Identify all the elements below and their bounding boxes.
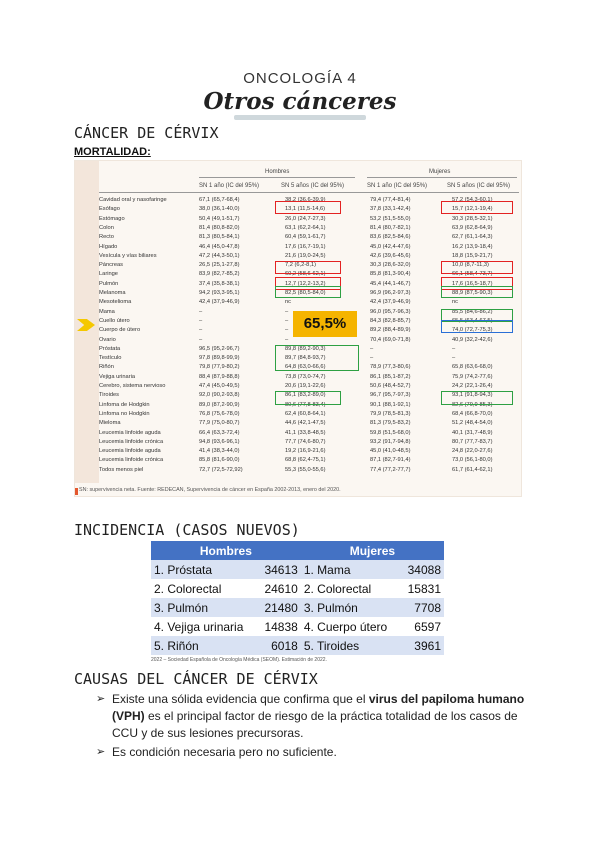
cell-women-1y: 79,9 (78,5-81,3) xyxy=(370,410,411,417)
cell-site: Cuello útero xyxy=(99,317,130,324)
cell-women-1y: 50,6 (48,4-52,7) xyxy=(370,383,411,389)
incidence-men-count: 14838 xyxy=(257,617,301,636)
highlight-box-pancreas-women xyxy=(441,261,513,274)
cell-men-5y: 41,1 (33,8-48,5) xyxy=(285,429,326,436)
cell-site: Pulmón xyxy=(99,280,119,287)
cell-site: Cerebro, sistema nervioso xyxy=(99,383,166,389)
list-item xyxy=(96,691,536,742)
cell-men-1y: 77,9 (75,0-80,7) xyxy=(199,420,240,427)
cell-women-1y: 89,2 (88,4-89,9) xyxy=(370,327,411,334)
cell-women-1y: 53,2 (51,5-55,0) xyxy=(370,215,411,222)
cell-men-5y: 86,1 (83,2-89,0) xyxy=(285,392,326,399)
cell-women-5y: 40,1 (31,7-48,9) xyxy=(452,429,493,436)
survival-callout: 65,5% xyxy=(293,311,357,337)
cell-women-1y: 86,1 (85,1-87,2) xyxy=(370,373,411,380)
cell-men-1y: 94,8 (93,6-96,1) xyxy=(199,438,240,445)
cell-women-5y: 30,3 (28,5-32,1) xyxy=(452,215,493,222)
cell-women-1y: 70,4 (69,0-71,8) xyxy=(370,336,411,343)
table-row xyxy=(151,598,444,617)
cell-site: Esófago xyxy=(99,206,120,213)
cell-site: Vesícula y vías biliares xyxy=(99,252,157,259)
cell-women-1y: 45,0 (42,4-47,6) xyxy=(370,243,411,250)
title-highlight xyxy=(234,115,366,120)
cell-women-1y: 78,9 (77,3-80,6) xyxy=(370,364,411,371)
cell-women-1y: 79,4 (77,4-81,4) xyxy=(370,197,411,203)
cell-men-1y: 72,7 (72,5-72,92) xyxy=(199,466,243,473)
cell-women-1y: 45,0 (41,0-48,5) xyxy=(370,448,411,455)
cell-site: Leucemia linfoide aguda xyxy=(99,429,161,436)
highlight-box-pancreas-men xyxy=(275,261,341,274)
cell-men-1y: – xyxy=(199,327,203,334)
cause-text-1b: es el principal factor de riesgo de la práctica totalidad de los casos de CCU y de sus lesiones precursoras. xyxy=(112,709,518,740)
cell-men-5y: 44,6 (42,1-47,5) xyxy=(285,420,326,427)
highlight-box-melanoma-men xyxy=(275,286,341,298)
cell-men-5y: 60,2 (58,6-62,1) xyxy=(285,271,326,278)
cell-men-1y: 67,1 (65,7-68,4) xyxy=(199,197,240,203)
cell-site: Cuerpo de útero xyxy=(99,327,141,334)
cell-women-1y: 42,6 (39,6-45,6) xyxy=(370,252,411,259)
cell-site: Leucemia linfoide crónica xyxy=(99,457,164,464)
cell-men-1y: 38,0 (36,1-40,0) xyxy=(199,206,240,213)
cell-women-5y: 85,5 (84,6-86,2) xyxy=(452,308,493,315)
cell-women-5y: 93,1 (91,8-94,3) xyxy=(452,392,493,399)
cell-men-5y: 55,3 (55,0-55,6) xyxy=(285,466,326,473)
cell-site: Todos menos piel xyxy=(99,466,144,473)
cell-men-1y: 79,8 (77,9-80,2) xyxy=(199,364,240,371)
cell-men-1y: 26,5 (25,1-27,8) xyxy=(199,262,240,269)
cell-men-1y: 81,4 (80,8-82,0) xyxy=(199,224,240,231)
incidence-table xyxy=(151,541,444,655)
cell-women-5y: 88,9 (87,5-90,3) xyxy=(452,290,493,296)
cell-women-5y: 40,9 (32,2-42,6) xyxy=(452,336,493,343)
cell-men-5y: 63,1 (62,2-64,1) xyxy=(285,224,326,231)
cell-men-5y: 38,2 (36,6-39,9) xyxy=(285,197,326,203)
table-row xyxy=(151,560,444,579)
cell-men-5y: 12,7 (12,2-13,2) xyxy=(285,280,326,287)
cell-men-5y: 68,8 (62,4-75,1) xyxy=(285,457,326,464)
causes-list xyxy=(96,691,536,763)
header-rule-men xyxy=(199,177,355,178)
cell-men-1y: 76,8 (75,6-78,0) xyxy=(199,410,240,417)
cell-men-5y: 19,2 (16,9-21,6) xyxy=(285,448,326,455)
cell-women-5y: – xyxy=(452,355,456,362)
cell-women-5y: 61,7 (61,4-62,1) xyxy=(452,466,493,473)
cell-women-1y: 42,4 (37,9-46,9) xyxy=(370,299,411,306)
cell-site: Páncreas xyxy=(99,262,124,269)
group-header-women: Mujeres xyxy=(429,169,451,175)
cell-men-5y: nc xyxy=(285,299,292,306)
cell-men-1y: 41,4 (38,3-44,0) xyxy=(199,448,240,455)
cell-site: Testículo xyxy=(99,355,122,362)
cell-men-5y: 89,7 (84,8-93,7) xyxy=(285,355,326,362)
mortality-table xyxy=(74,160,522,497)
highlight-box-tiroides-women xyxy=(441,391,513,405)
cell-men-5y: 80,6 (77,8-83,4) xyxy=(285,401,326,408)
incidence-table-block xyxy=(151,541,444,663)
cell-site: Hígado xyxy=(99,243,118,250)
cell-site: Próstata xyxy=(99,345,121,352)
header-rule-women xyxy=(367,177,517,178)
incidence-men-count: 6018 xyxy=(257,636,301,655)
table-source-note: SN: supervivencia neta. Fuente: REDECAN, Supervivencia de cáncer en España 2002-2013, enero del 2020. xyxy=(79,487,341,493)
cell-women-5y: 10,0 (8,7-11,3) xyxy=(452,262,489,269)
incidence-rows xyxy=(151,560,444,655)
cell-men-1y: 92,0 (90,2-93,8) xyxy=(199,392,240,399)
cell-men-1y: 47,4 (45,0-49,5) xyxy=(199,383,240,389)
incidence-women-count: 6597 xyxy=(400,617,444,636)
arrow-bullet-icon: ➢ xyxy=(96,693,106,705)
cell-women-1y: 84,3 (82,8-85,7) xyxy=(370,317,411,324)
cell-men-5y: 7,2 (6,2-8,1) xyxy=(285,262,316,269)
highlight-box-prostata-testiculo xyxy=(275,345,359,371)
cell-site: Colon xyxy=(99,224,114,231)
cell-women-1y: 87,1 (82,7-91,4) xyxy=(370,457,411,464)
incidence-men-count: 24610 xyxy=(257,579,301,598)
section-subheading-mortality: MORTALIDAD: xyxy=(74,146,151,158)
cell-women-1y: 96,0 (95,7-96,3) xyxy=(370,308,411,315)
cell-women-1y: 93,2 (91,7-94,8) xyxy=(370,438,411,445)
cell-women-1y: 59,8 (51,5-68,0) xyxy=(370,429,411,436)
cell-women-5y: 66,1 (58,4-73,7) xyxy=(452,271,493,278)
cell-site: Laringe xyxy=(99,271,118,278)
cell-women-5y: 82,6 (79,9-85,3) xyxy=(452,401,493,408)
cell-women-5y: nc xyxy=(452,299,459,306)
cell-men-5y: – xyxy=(285,336,289,343)
cell-men-1y: 89,0 (87,2-90,9) xyxy=(199,401,240,408)
cell-men-1y: – xyxy=(199,336,203,343)
cell-men-5y: 77,7 (74,6-80,7) xyxy=(285,438,326,445)
incidence-women-count: 7708 xyxy=(400,598,444,617)
incidence-col-men: Hombres xyxy=(151,541,301,560)
cell-site: Leucemia linfoide aguda xyxy=(99,448,161,455)
cell-women-5y: 63,9 (62,8-64,9) xyxy=(452,224,493,231)
cell-site: Tiroides xyxy=(99,392,120,399)
cell-women-5y: 68,4 (66,8-70,0) xyxy=(452,410,493,417)
cell-men-1y: – xyxy=(199,317,203,324)
cell-men-1y: 50,4 (49,1-51,7) xyxy=(199,215,240,222)
page-title: Otros cánceres xyxy=(203,88,397,115)
cell-women-5y: 65,8 (63,6-68,0) xyxy=(452,364,493,371)
cell-site: Linfoma no Hodgkin xyxy=(99,410,150,417)
cell-men-1y: 46,4 (45,0-47,8) xyxy=(199,243,240,250)
cell-men-5y: 13,1 (11,5-14,6) xyxy=(285,206,326,213)
cell-men-1y: 96,5 (95,2-96,7) xyxy=(199,345,240,352)
cell-women-5y: – xyxy=(452,345,456,352)
incidence-women-count: 3961 xyxy=(400,636,444,655)
cell-women-1y: – xyxy=(370,345,374,352)
cell-women-5y: 80,7 (77,7-83,7) xyxy=(452,438,493,445)
cell-men-1y: 94,2 (93,3-95,1) xyxy=(199,290,240,296)
col-header-men-1y: SN 1 año (IC del 95%) xyxy=(199,183,260,189)
incidence-col-women: Mujeres xyxy=(301,541,444,560)
cell-men-1y: 47,2 (44,3-50,1) xyxy=(199,252,240,259)
cell-women-1y: 37,8 (33,1-42,4) xyxy=(370,206,411,213)
cell-men-1y: 42,4 (37,9-46,9) xyxy=(199,299,240,306)
cell-men-1y: 66,4 (63,3-72,4) xyxy=(199,429,240,436)
cell-women-5y: 16,2 (13,9-18,4) xyxy=(452,243,493,250)
cell-men-5y: 21,6 (19,0-24,5) xyxy=(285,252,326,259)
cell-women-1y: 83,6 (82,5-84,6) xyxy=(370,234,411,241)
incidence-men-site: 5. Riñón xyxy=(151,636,257,655)
cell-men-5y: 64,8 (63,0-66,6) xyxy=(285,364,326,371)
incidence-women-site: 3. Pulmón xyxy=(301,598,400,617)
incidence-men-site: 2. Colorectal xyxy=(151,579,257,598)
cell-women-5y: 17,6 (16,5-18,7) xyxy=(452,280,493,287)
highlight-box-melanoma-women xyxy=(441,286,513,298)
cell-men-5y: 60,4 (59,1-61,7) xyxy=(285,234,326,241)
section-heading-incidence: INCIDENCIA (CASOS NUEVOS) xyxy=(74,521,300,539)
table-row xyxy=(151,579,444,598)
cell-men-5y: 26,0 (24,7-27,3) xyxy=(285,215,326,222)
cell-men-5y: 73,8 (73,0-74,7) xyxy=(285,373,326,380)
table-row xyxy=(151,617,444,636)
cell-men-5y: 89,8 (89,2-90,3) xyxy=(285,345,326,352)
cell-women-5y: 51,2 (48,4-54,0) xyxy=(452,420,493,427)
cell-women-1y: 81,4 (80,7-82,1) xyxy=(370,224,411,231)
col-header-women-1y: SN 1 año (IC del 95%) xyxy=(367,183,428,189)
cell-women-1y: 96,9 (96,2-97,3) xyxy=(370,290,411,296)
cell-men-5y: 20,6 (19,1-22,6) xyxy=(285,383,326,389)
cell-men-5y: 82,5 (80,5-84,0) xyxy=(285,290,326,296)
cell-men-1y: 37,4 (35,8-38,1) xyxy=(199,280,240,287)
cell-site: Cavidad oral y nasofaringe xyxy=(99,197,167,203)
highlight-box-tiroides-men xyxy=(275,391,341,405)
incidence-women-site: 5. Tiroides xyxy=(301,636,400,655)
cell-site: Mesotelioma xyxy=(99,299,132,306)
header-rule xyxy=(99,192,519,193)
cell-women-1y: 81,3 (79,5-83,2) xyxy=(370,420,411,427)
cell-women-5y: 18,8 (15,9-21,7) xyxy=(452,252,493,259)
cell-women-1y: 96,7 (95,7-97,3) xyxy=(370,392,411,399)
section-heading-cervix: CÁNCER DE CÉRVIX xyxy=(74,124,219,142)
incidence-source: 2022 – Sociedad Española de Oncología Médica (SEOM). Estimación de 2022. xyxy=(151,657,327,663)
cell-women-1y: 30,3 (28,6-32,0) xyxy=(370,262,411,269)
cell-site: Riñón xyxy=(99,364,114,371)
cell-men-1y: 97,8 (89,8-99,9) xyxy=(199,355,240,362)
col-header-men-5y: SN 5 años (IC del 95%) xyxy=(281,183,345,189)
incidence-women-site: 2. Colorectal xyxy=(301,579,400,598)
cell-women-5y: 75,9 (74,2-77,6) xyxy=(452,373,493,380)
cell-women-1y: 85,8 (81,3-90,4) xyxy=(370,271,411,278)
cell-site: Estómago xyxy=(99,215,125,222)
highlight-box-esofago-men xyxy=(275,201,341,214)
cell-women-1y: 77,4 (77,2-77,7) xyxy=(370,466,411,473)
incidence-women-site: 4. Cuerpo útero xyxy=(301,617,400,636)
highlight-box-cuello-utero xyxy=(441,320,513,333)
cell-site: Melanoma xyxy=(99,290,126,296)
cause-text-1-bold: virus del papiloma humano (VPH) xyxy=(112,692,525,723)
cell-men-5y: 62,4 (60,8-64,1) xyxy=(285,410,326,417)
cell-women-5y: 62,7 (61,1-64,3) xyxy=(452,234,493,241)
incidence-men-site: 3. Pulmón xyxy=(151,598,257,617)
cell-men-5y: 17,6 (16,7-19,1) xyxy=(285,243,326,250)
col-header-women-5y: SN 5 años (IC del 95%) xyxy=(447,183,511,189)
incidence-women-count: 15831 xyxy=(400,579,444,598)
cell-men-1y: 85,8 (81,6-90,0) xyxy=(199,457,240,464)
list-item xyxy=(96,744,536,761)
cell-men-5y: – xyxy=(285,317,289,324)
table-row xyxy=(151,636,444,655)
cell-site: Vejiga urinaria xyxy=(99,373,136,380)
cell-site: Leucemia linfoide crónica xyxy=(99,438,164,445)
cell-women-5y: 15,7 (12,1-19,4) xyxy=(452,206,493,213)
group-header-men: Hombres xyxy=(265,169,290,175)
cell-men-1y: – xyxy=(199,308,203,315)
incidence-men-count: 21480 xyxy=(257,598,301,617)
cause-text-1a: Existe una sólida evidencia que confirma que el xyxy=(112,692,369,706)
cell-men-5y: – xyxy=(285,327,289,334)
cell-site: Ovario xyxy=(99,336,116,343)
cell-men-1y: 88,4 (87,9-88,8) xyxy=(199,373,240,380)
cell-men-1y: 83,9 (82,7-85,2) xyxy=(199,271,240,278)
cell-women-1y: 45,4 (44,1-46,7) xyxy=(370,280,411,287)
incidence-women-site: 1. Mama xyxy=(301,560,400,579)
incidence-men-count: 34613 xyxy=(257,560,301,579)
course-label: ONCOLOGÍA 4 xyxy=(243,70,357,87)
cell-women-1y: – xyxy=(370,355,374,362)
incidence-women-count: 34088 xyxy=(400,560,444,579)
cell-women-5y: 65,5 (63,4-67,5) xyxy=(452,317,493,324)
section-heading-causes: CAUSAS DEL CÁNCER DE CÉRVIX xyxy=(74,670,318,688)
cell-women-5y: 74,0 (72,7-75,3) xyxy=(452,327,493,334)
cell-men-5y: – xyxy=(285,308,289,315)
highlight-box-esofago-women xyxy=(441,201,513,214)
cell-site: Mama xyxy=(99,308,115,315)
cell-women-5y: 73,0 (56,1-80,0) xyxy=(452,457,493,464)
arrow-bullet-icon: ➢ xyxy=(96,746,106,758)
cell-site: Linfoma de Hodgkin xyxy=(99,401,150,408)
incidence-men-site: 1. Próstata xyxy=(151,560,257,579)
cell-site: Recto xyxy=(99,234,114,241)
cell-site: Mieloma xyxy=(99,420,121,427)
cell-women-5y: 24,8 (22,0-27,6) xyxy=(452,448,493,455)
cell-women-5y: 24,2 (22,1-26,4) xyxy=(452,383,493,389)
cell-women-5y: 57,2 (54,3-60,1) xyxy=(452,197,493,203)
incidence-men-site: 4. Vejiga urinaria xyxy=(151,617,257,636)
cell-women-1y: 90,1 (88,1-92,1) xyxy=(370,401,411,408)
cell-men-1y: 81,3 (80,5-84,1) xyxy=(199,234,240,241)
cause-text-2: Es condición necesaria pero no suficiente. xyxy=(112,745,337,759)
